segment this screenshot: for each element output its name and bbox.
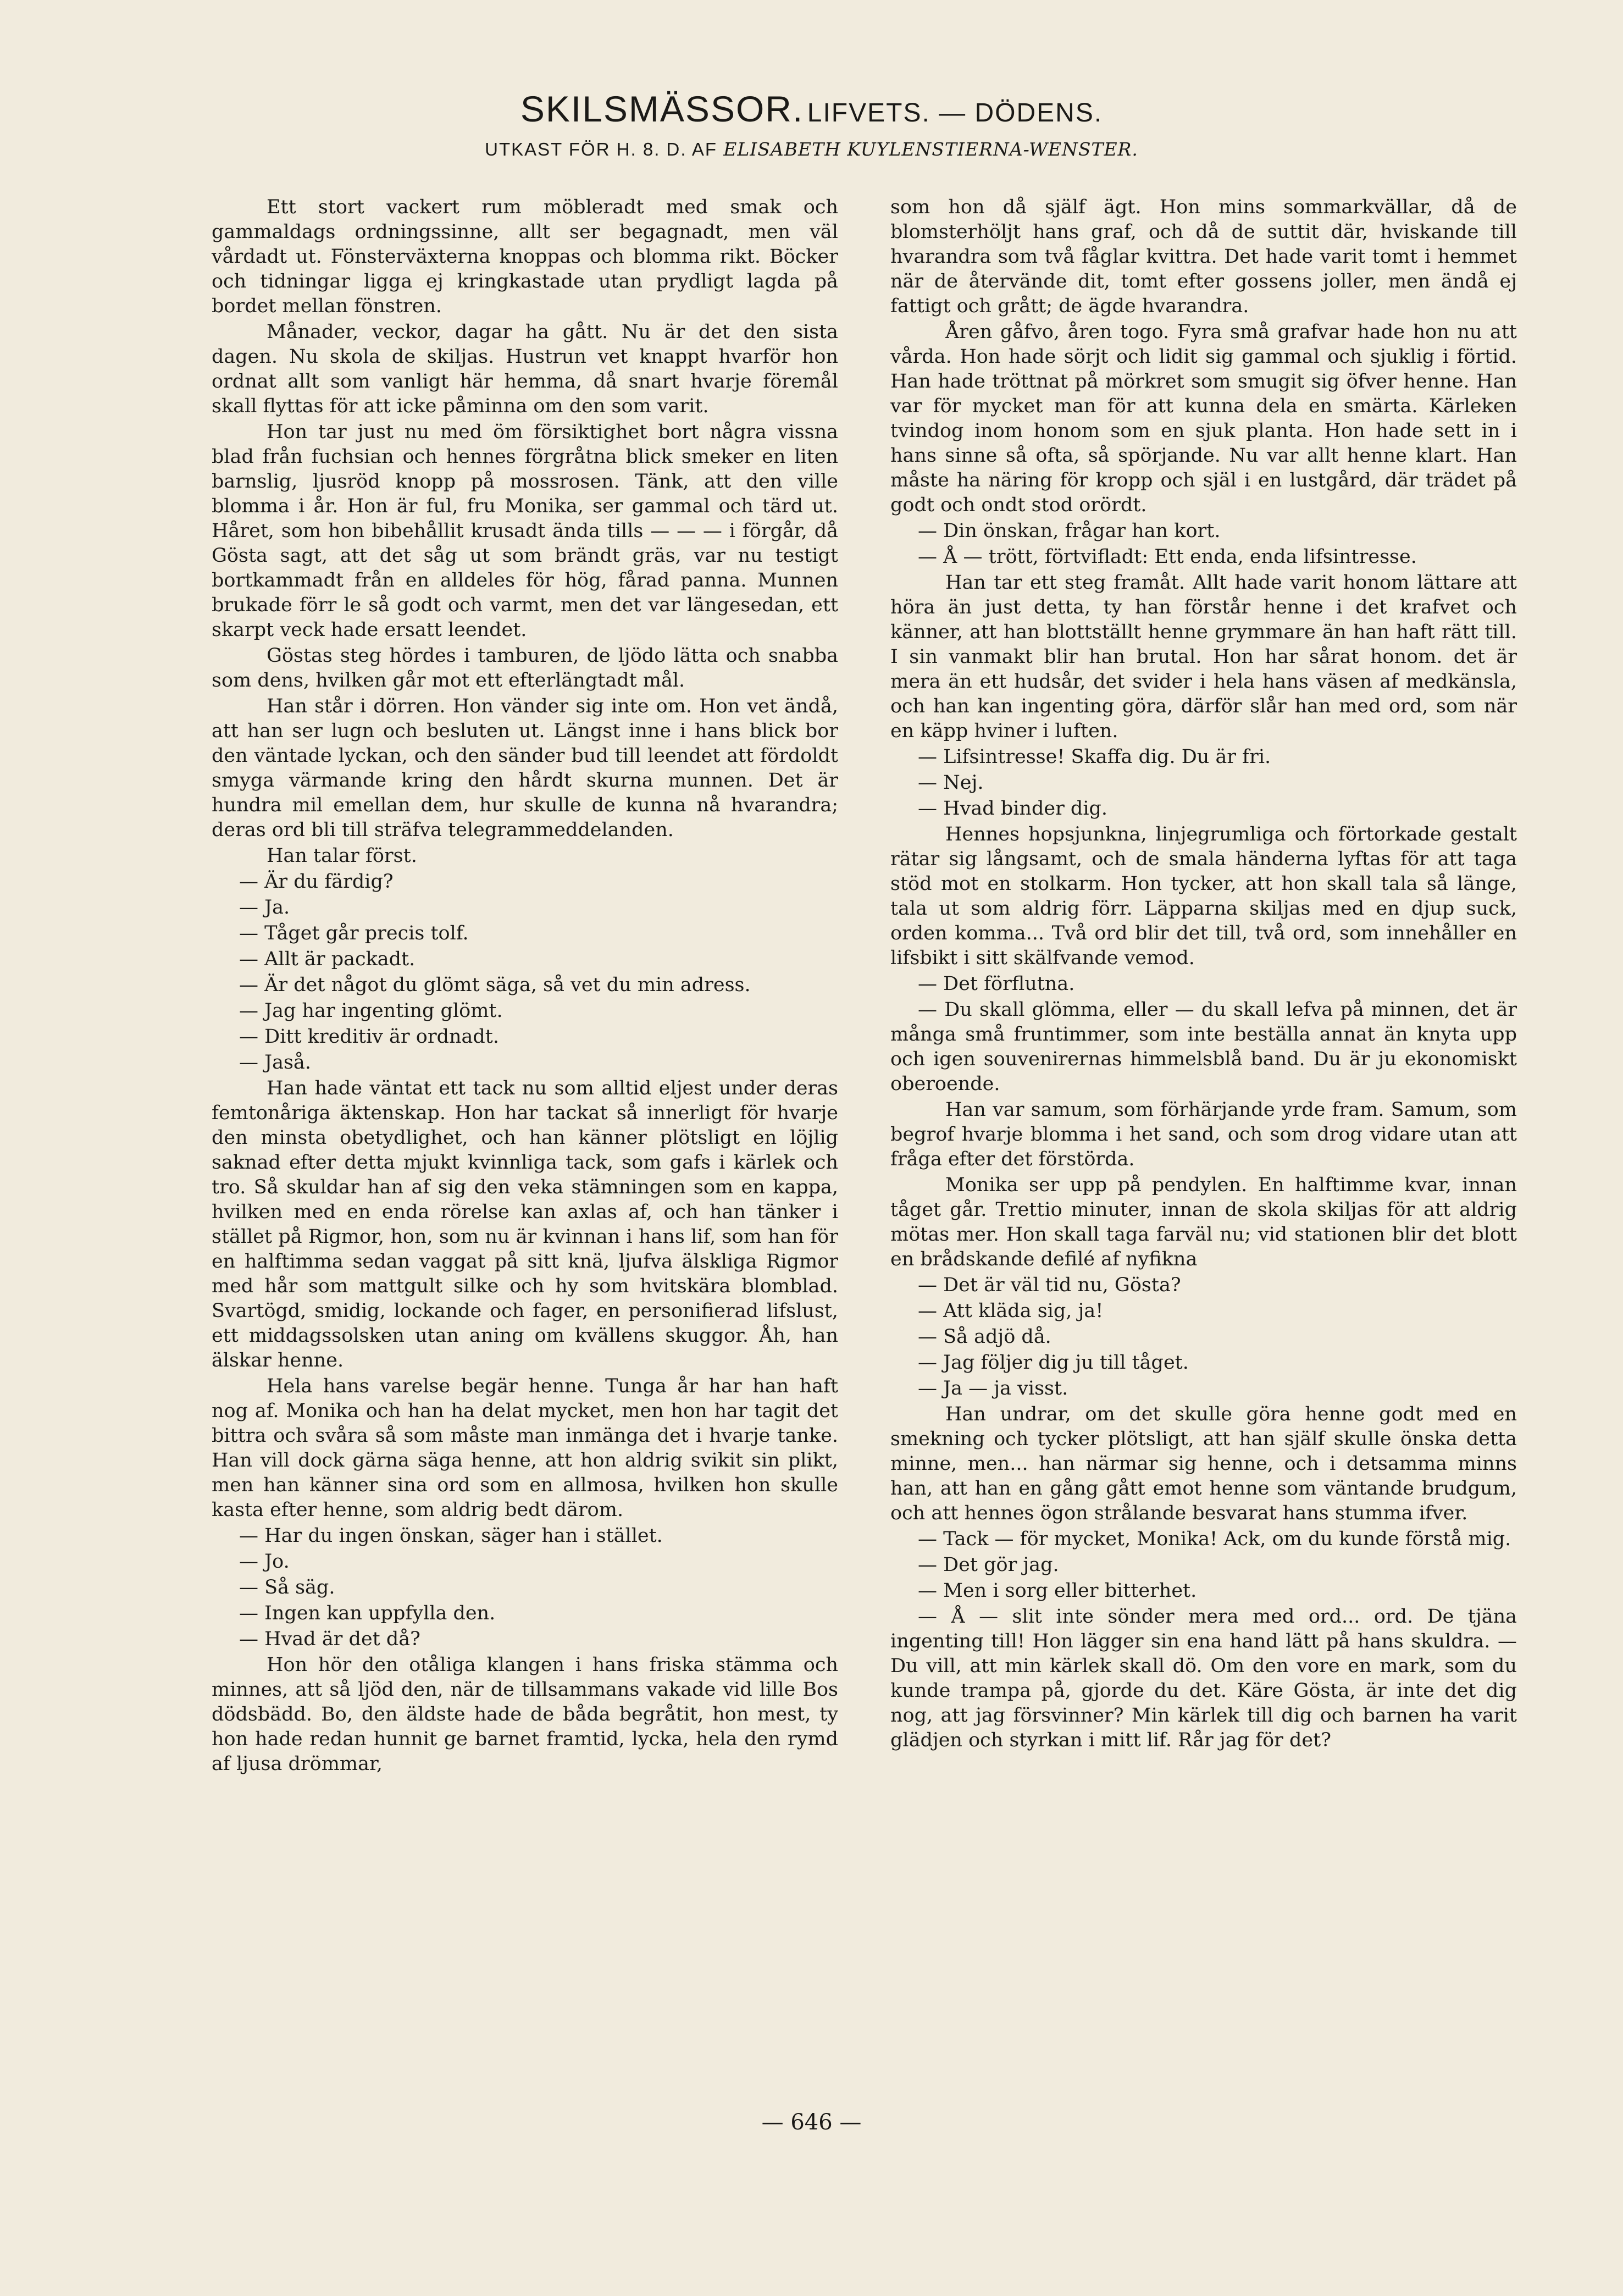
paragraph: — Nej. bbox=[918, 772, 984, 794]
paragraph: — Att kläda sig, ja! bbox=[918, 1300, 1104, 1322]
paragraph: — Det är väl tid nu, Gösta? bbox=[918, 1274, 1181, 1296]
right-column bbox=[890, 195, 1517, 1754]
paragraph: — Jo. bbox=[239, 1551, 290, 1573]
paragraph: — Ja — ja visst. bbox=[918, 1377, 1068, 1399]
paragraph: Hela hans varelse begär henne. Tunga år har han haft nog af. Monika och han ha delat mycket, men hon har tagit det bittra och svåra så som måste man inmänga det i hvarje tanke. Han vill dock gärna säga henne, att hon aldrig svikit sin plikt, men han känner sina ord som en allmosa, hvilken hon skulle kasta efter henne, som aldrig bedt därom. bbox=[212, 1375, 838, 1521]
paragraph: — Har du ingen önskan, säger han i stället. bbox=[239, 1525, 663, 1547]
paragraph: — Ingen kan uppfylla den. bbox=[239, 1602, 496, 1624]
paragraph: — Din önskan, frågar han kort. bbox=[918, 520, 1221, 542]
paragraph: Han undrar, om det skulle göra henne godt med en smekning och tycker plötsligt, att han själf skulle önska detta minne, men... han närmar sig henne, och i detsamma minns han, att han en gång gått emot henne som väntande brudgum, och att hennes ögon strålande besvarat hans stumma ifver. bbox=[890, 1403, 1517, 1524]
paragraph: — Jag följer dig ju till tåget. bbox=[918, 1352, 1189, 1374]
page-number: — 646 — bbox=[761, 2110, 862, 2135]
paragraph: — Du skall glömma, eller — du skall lefva på minnen, det är många små fruntimmer, som inte beställa annat än knyta upp och igen souvenirernas himmelsblå band. Du är ju ekonomiskt oberoende. bbox=[890, 999, 1517, 1095]
paragraph: — Å — slit inte sönder mera med ord... ord. De tjäna ingenting till! Hon lägger sin ena hand lätt på hans skuldra. — Du vill, att min kärlek skall dö. Om den vore en mark, som du kunde trampa på, gjorde du det. Käre Gösta, är inte det dig nog, att jag försvinner? Min kärlek till dig och barnen ha varit glädjen och styrkan i mitt lif. Rår jag för det? bbox=[890, 1606, 1517, 1751]
paragraph: — Lifsintresse! Skaffa dig. Du är fri. bbox=[918, 746, 1271, 768]
paragraph: — Det gör jag. bbox=[918, 1554, 1059, 1576]
byline bbox=[0, 139, 1623, 160]
title-main: SKILSMÄSSOR. bbox=[520, 88, 804, 129]
paragraph: Ett stort vackert rum möbleradt med smak och gammaldags ordningssinne, allt ser begagnadt, men väl vårdadt ut. Fönsterväxterna knoppas och blomma rikt. Böcker och tidningar ligga ej kringkastade utan prydligt lagda på bordet mellan fönstren. bbox=[212, 196, 838, 317]
paragraph: — Å — trött, förtvifladt: Ett enda, enda lifsintresse. bbox=[918, 546, 1417, 568]
paragraph: — Så säg. bbox=[239, 1576, 335, 1598]
paragraph: Han hade väntat ett tack nu som alltid eljest under deras femtonåriga äktenskap. Hon har tackat så innerligt för hvarje den minsta obetydlighet, och han känner plötsligt en löjlig saknad efter detta mjukt kvinnliga tack, som gafs i kärlek och tro. Så skuldar han af sig den veka stämningen som en kappa, hvilken med en enda rörelse kan axlas af, och han tänker i stället på Rigmor, hon, som nu är kvinnan i hans lif, som han för en halftimma sedan vaggat på sitt knä, ljufva älskliga Rigmor med hår som mattgult silke och hy som hvitskära blomblad. Svartögd, smidig, lockande och fager, en personifierad lifslust, ett middagssolsken utan aning om kvällens skuggor. Åh, han älskar henne. bbox=[212, 1077, 838, 1371]
paragraph: — Tåget går precis tolf. bbox=[239, 922, 469, 944]
paragraph: — Det förflutna. bbox=[918, 973, 1075, 995]
paragraph: Monika ser upp på pendylen. En halftimme kvar, innan tåget går. Trettio minuter, innan de skola skiljas för att aldrig mötas mer. Hon skall taga farväl nu; vid stationen blir det blott en brådskande defilé af nyfikna bbox=[890, 1174, 1517, 1270]
paragraph: — Men i sorg eller bitterhet. bbox=[918, 1580, 1197, 1602]
paragraph: — Allt är packadt. bbox=[239, 948, 416, 970]
paragraph: Han står i dörren. Hon vänder sig inte om. Hon vet ändå, att han ser lugn och besluten ut. Längst inne i hans blick bor den väntade lyckan, och den sänder bud till leendet att fördoldt smyga värmande kring den hårdt skurna munnen. Det är hundra mil emellan dem, hur skulle de kunna nå hvarandra; deras ord bli till sträfva telegrammeddelanden. bbox=[212, 695, 838, 841]
paragraph: — Hvad binder dig. bbox=[918, 798, 1108, 820]
paragraph: — Jag har ingenting glömt. bbox=[239, 1000, 503, 1022]
byline-prefix: UTKAST FÖR H. 8. D. AF bbox=[485, 139, 718, 159]
paragraph: — Ditt kreditiv är ordnadt. bbox=[239, 1026, 499, 1048]
paragraph: Hon hör den otåliga klangen i hans friska stämma och minnes, att så ljöd den, när de tillsammans vakade vid lille Bos dödsbädd. Bo, den äldste hade de båda begråtit, hon mest, ty hon hade redan hunnit ge barnet framtid, lycka, hela den rymd af ljusa drömmar, bbox=[212, 1654, 838, 1775]
paragraph: Månader, veckor, dagar ha gått. Nu är det den sista dagen. Nu skola de skiljas. Hustrun vet knappt hvarför hon ordnat allt som vanligt här hemma, då snart hvarje föremål skall flyttas för att icke påminna om den som varit. bbox=[212, 321, 838, 417]
left-column bbox=[212, 195, 838, 1778]
paragraph: — Är det något du glömt säga, så vet du min adress. bbox=[239, 974, 751, 996]
paragraph: Han var samum, som förhärjande yrde fram. Samum, som begrof hvarje blomma i het sand, och som drog vidare utan att fråga efter det förstörda. bbox=[890, 1099, 1517, 1170]
paragraph: — Är du färdig? bbox=[239, 871, 394, 893]
author-name: ELISABETH KUYLENSTIERNA-WENSTER. bbox=[723, 139, 1138, 160]
paragraph: Göstas steg hördes i tamburen, de ljödo lätta och snabba som dens, hvilken går mot ett efterlängtadt mål. bbox=[212, 645, 838, 691]
paragraph: Åren gåfvo, åren togo. Fyra små grafvar hade hon nu att vårda. Hon hade sörjt och lidit sig gammal och sjuklig i förtid. Han hade tröttnat på mörkret som smugit sig öfver henne. Han var för mycket man för att kunna dela en smärta. Kärleken tvindog inom honom som en sjuk planta. Hon hade sett in i hans sinne så ofta, så spörjande. Nu var allt henne klart. Han måste ha näring för kropp och själ i en lustgård, där trädet på godt och ondt stod orördt. bbox=[890, 321, 1517, 516]
paragraph: Han talar först. bbox=[267, 845, 417, 867]
paragraph: — Ja. bbox=[239, 897, 290, 919]
paragraph: — Jaså. bbox=[239, 1052, 311, 1074]
paragraph: Hennes hopsjunkna, linjegrumliga och förtorkade gestalt rätar sig långsamt, och de smala händerna lyftas för att taga stöd mot en stolkarm. Hon tycker, att hon skall tala så länge, tala ut som aldrig förr. Läpparna skiljas med en djup suck, orden komma... Två ord blir det till, två ord, som innehåller en lifsbikt i sitt skälfvande vemod. bbox=[890, 823, 1517, 969]
article-title bbox=[0, 88, 1623, 130]
paragraph: Han tar ett steg framåt. Allt hade varit honom lättare att höra än just detta, ty han förstår henne i det krafvet och känner, att han blottställt henne grymmare än han haft rätt till. I sin vanmakt blir han brutal. Hon har sårat honom. det är mera än ett hudsår, det svider i hela hans väsen af medkänsla, och han kan ingenting göra, därför slår han med ord, som när en käpp hviner i luften. bbox=[890, 572, 1517, 742]
paragraph: som hon då själf ägt. Hon mins sommarkvällar, då de blomsterhöljt hans graf, och då de suttit där, hviskande till hvarandra som två fåglar kvittra. Det hade varit tomt i hemmet när de återvände dit, tomt efter gossens joller, men ändå ej fattigt och grått; de ägde hvarandra. bbox=[890, 196, 1517, 317]
title-subtitle: LIFVETS. — DÖDENS. bbox=[807, 98, 1103, 128]
paragraph: — Så adjö då. bbox=[918, 1326, 1051, 1348]
paragraph: Hon tar just nu med öm försiktighet bort några vissna blad från fuchsian och hennes förgråtna blick smeker en liten barnslig, ljusröd knopp på mossrosen. Tänk, att den ville blomma i år. Hon är ful, fru Monika, ser gammal och tärd ut. Håret, som hon bibehållit krusadt ända tills — — — i förgår, då Gösta sagt, att det såg ut som brändt gräs, var nu testigt bortkammadt från en alldeles för hög, fårad panna. Munnen brukade förr le så godt och varmt, men det var längesedan, ett skarpt veck hade ersatt leendet. bbox=[212, 421, 838, 641]
paragraph: — Hvad är det då? bbox=[239, 1628, 420, 1650]
paragraph: — Tack — för mycket, Monika! Ack, om du kunde förstå mig. bbox=[918, 1528, 1511, 1550]
